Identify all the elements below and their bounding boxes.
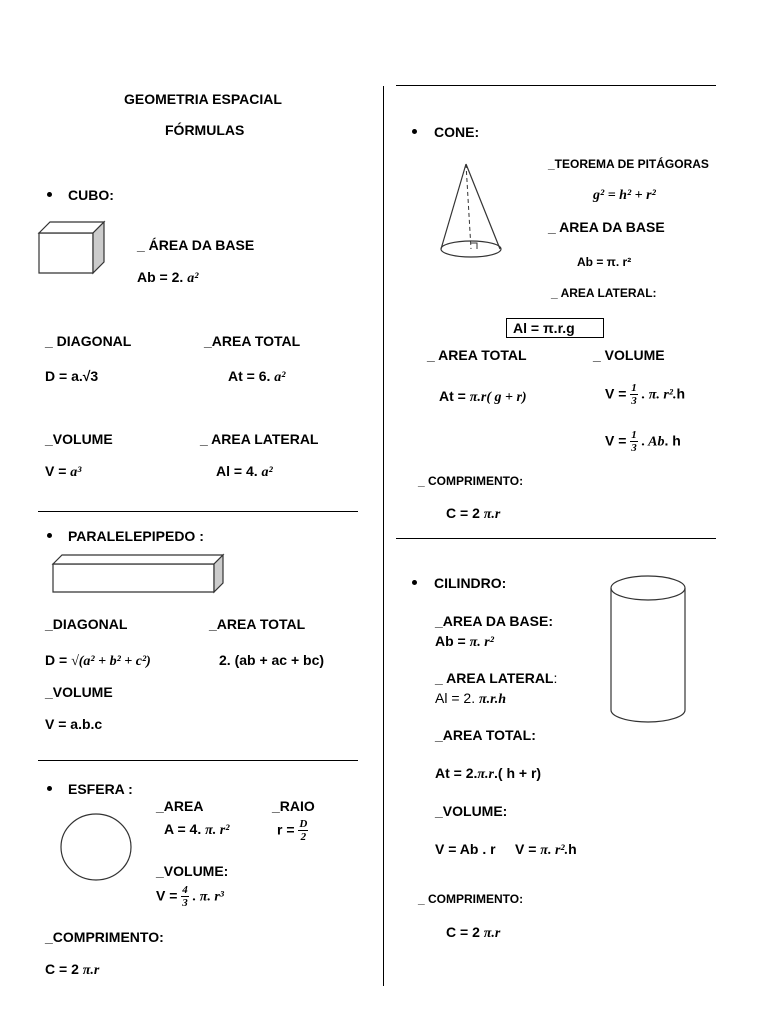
cilindro-heading: CILINDRO: <box>434 575 507 591</box>
cilindro-comprimento-label: _ COMPRIMENTO: <box>418 892 524 906</box>
cone-area-lateral-formula: Al = π.r.g <box>506 318 604 338</box>
cubo-area-lateral-formula: Al = 4. a² <box>216 463 273 480</box>
right-top-rule <box>396 85 716 86</box>
cilindro-area-total-label: _AREA TOTAL: <box>435 727 536 743</box>
esfera-heading: ESFERA : <box>68 781 133 797</box>
esfera-area-formula: A = 4. π. r² <box>164 821 230 838</box>
left-rule-1 <box>38 511 358 512</box>
paralelepipedo-heading: PARALELEPIPEDO : <box>68 528 204 544</box>
box-icon <box>52 554 224 594</box>
cubo-diagonal-label: _ DIAGONAL <box>45 333 132 349</box>
cone-volume-formula-1: V = $\frac{1}{3}$ . π. r².h <box>605 382 686 408</box>
page-title: GEOMETRIA ESPACIAL <box>124 91 282 107</box>
bullet <box>47 192 52 197</box>
cube-icon <box>38 221 106 275</box>
cubo-area-base-formula: Ab = 2. a² <box>137 269 199 286</box>
cilindro-area-base-label: _AREA DA BASE: <box>435 613 553 629</box>
cone-area-lateral-label: _ AREA LATERAL: <box>551 286 657 300</box>
cilindro-volume-label: _VOLUME: <box>435 803 508 819</box>
column-divider <box>383 86 384 986</box>
paralelepipedo-area-total-formula: 2. (ab + ac + bc) <box>219 652 325 668</box>
cubo-volume-label: _VOLUME <box>45 431 113 447</box>
cone-area-total-label: _ AREA TOTAL <box>427 347 527 363</box>
cubo-diagonal-formula: D = a.√3 <box>45 368 99 384</box>
paralelepipedo-volume-label: _VOLUME <box>45 684 113 700</box>
cylinder-icon <box>609 574 687 724</box>
esfera-volume-label: _VOLUME: <box>156 863 229 879</box>
paralelepipedo-volume-formula: V = a.b.c <box>45 716 103 732</box>
cilindro-area-lateral-label: _ AREA LATERAL: <box>435 670 558 686</box>
cubo-volume-formula: V = a³ <box>45 463 82 480</box>
page-subtitle: FÓRMULAS <box>165 122 245 138</box>
cone-volume-formula-2: V = $\frac{1}{3}$ . Ab. h <box>605 429 681 455</box>
paralelepipedo-diagonal-label: _DIAGONAL <box>45 616 128 632</box>
cone-pitagoras-formula: g² = h² + r² <box>593 188 656 203</box>
cubo-area-total-formula: At = 6. a² <box>228 368 286 385</box>
cone-volume-label: _ VOLUME <box>593 347 665 363</box>
sphere-icon <box>59 812 133 882</box>
cone-pitagoras-label: _TEOREMA DE PITÁGORAS <box>548 157 709 171</box>
cone-heading: CONE: <box>434 124 480 140</box>
cubo-heading: CUBO: <box>68 187 114 203</box>
cilindro-area-lateral-formula: Al = 2. π.r.h <box>435 690 507 707</box>
cilindro-volume-formula: V = Ab . r V = π. r².h <box>435 841 577 858</box>
cone-comprimento-label: _ COMPRIMENTO: <box>418 474 524 488</box>
esfera-area-label: _AREA <box>156 798 204 814</box>
cilindro-area-total-formula: At = 2.π.r.( h + r) <box>435 765 542 782</box>
left-rule-2 <box>38 760 358 761</box>
cone-comprimento-formula: C = 2 π.r <box>446 505 501 522</box>
cone-icon <box>440 163 504 261</box>
esfera-comprimento-formula: C = 2 π.r <box>45 961 100 978</box>
cone-area-total-formula: At = π.r( g + r) <box>439 388 527 405</box>
paralelepipedo-diagonal-formula: D = √(a² + b² + c²) <box>45 652 151 669</box>
esfera-comprimento-label: _COMPRIMENTO: <box>45 929 164 945</box>
paralelepipedo-area-total-label: _AREA TOTAL <box>209 616 306 632</box>
bullet <box>47 533 52 538</box>
cone-area-base-formula: Ab = π. r² <box>577 255 632 269</box>
cilindro-area-base-formula: Ab = π. r² <box>435 633 494 650</box>
bullet <box>412 129 417 134</box>
esfera-raio-label: _RAIO <box>272 798 315 814</box>
right-mid-rule <box>396 538 716 539</box>
cubo-area-base-label: _ ÁREA DA BASE <box>137 237 255 253</box>
bullet <box>47 786 52 791</box>
cubo-area-lateral-label: _ AREA LATERAL <box>200 431 319 447</box>
esfera-raio-formula: r = $\frac{D}{2}$ <box>277 818 308 844</box>
cilindro-comprimento-formula: C = 2 π.r <box>446 924 501 941</box>
esfera-volume-formula: V = $\frac{4}{3}$ . π. r³ <box>156 884 224 910</box>
bullet <box>412 580 417 585</box>
cubo-area-total-label: _AREA TOTAL <box>204 333 301 349</box>
cone-area-base-label: _ AREA DA BASE <box>548 219 665 235</box>
